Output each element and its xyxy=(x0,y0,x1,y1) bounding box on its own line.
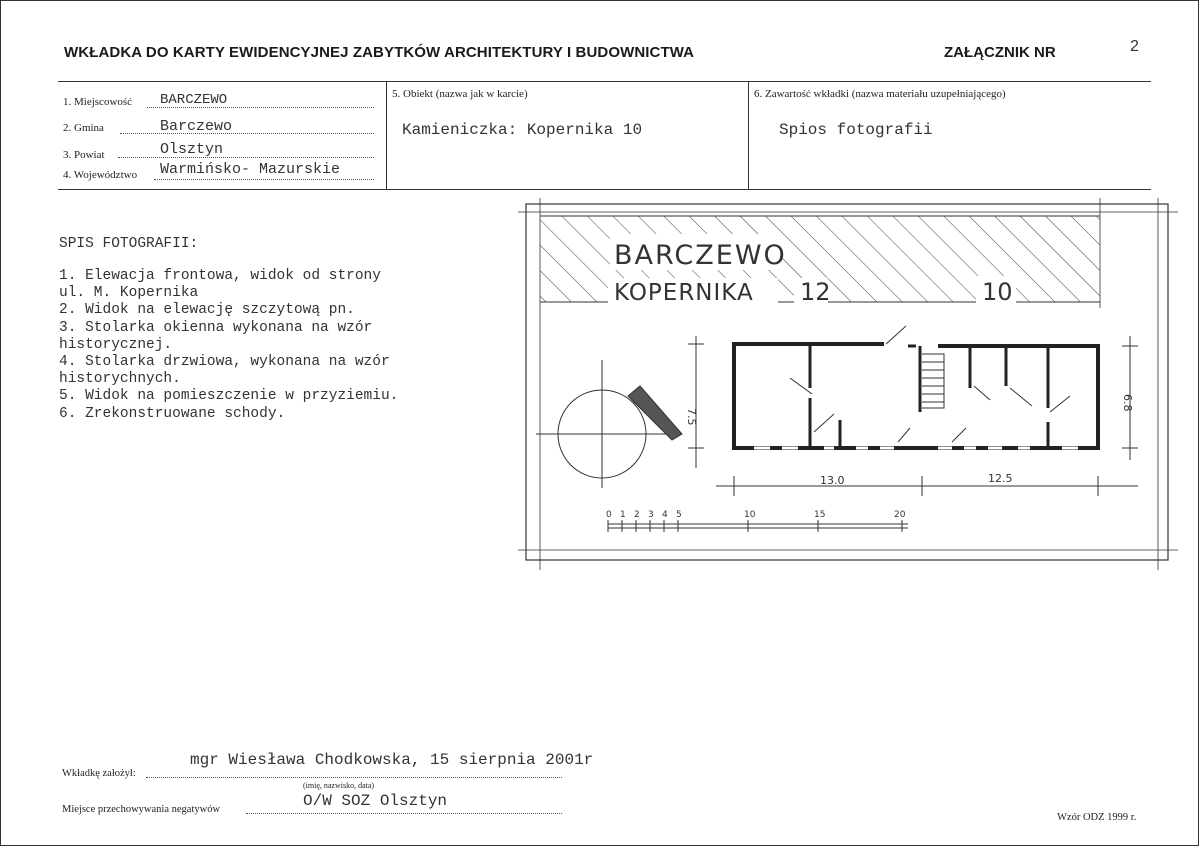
scale-tick-0: 0 xyxy=(606,510,612,520)
dim-depth-right: 6.8 xyxy=(1121,394,1134,412)
site-plan-drawing xyxy=(518,198,1178,570)
plan-town-label: BARCZEWO xyxy=(614,240,787,271)
scale-bar xyxy=(608,520,908,532)
gmina-label: 2. Gmina xyxy=(63,122,104,134)
created-by-value: mgr Wiesława Chodkowska, 15 sierpnia 2001r xyxy=(190,751,594,769)
miejscowosc-value: BARCZEWO xyxy=(160,92,228,108)
scale-tick-2: 2 xyxy=(634,510,640,520)
created-by-dots xyxy=(146,777,562,778)
attachment-number: 2 xyxy=(1130,38,1139,55)
plan-house-10: 10 xyxy=(982,278,1013,306)
gmina-value: Barczewo xyxy=(160,118,233,135)
object-label: 5. Obiekt (nazwa jak w karcie) xyxy=(392,88,528,100)
wojewodztwo-label: 4. Województwo xyxy=(63,169,138,181)
wojewodztwo-dots xyxy=(154,179,374,180)
photo-list-line: historychnych. xyxy=(59,371,181,388)
photo-list-line: 5. Widok na pomieszczenie w przyziemiu. xyxy=(59,388,399,405)
photo-list-line: ul. M. Kopernika xyxy=(59,285,199,302)
storage-value: O/W SOZ Olsztyn xyxy=(303,792,448,810)
photo-list-line: 6. Zrekonstruowane schody. xyxy=(59,405,286,422)
scale-labels xyxy=(606,510,906,520)
table-top-line xyxy=(58,81,1151,82)
photo-list xyxy=(59,268,398,423)
storage-label: Miejsce przechowywania negatywów xyxy=(62,804,221,815)
wojewodztwo-value: Warmińsko- Mazurskie xyxy=(160,161,341,178)
powiat-value: Olsztyn xyxy=(160,141,224,158)
template-version: Wzór ODZ 1999 r. xyxy=(1057,812,1137,823)
photo-list-title: SPIS FOTOGRAFII: xyxy=(59,236,199,252)
column-divider-2 xyxy=(748,81,749,190)
plan-house-12: 12 xyxy=(800,278,831,306)
column-divider-1 xyxy=(386,81,387,190)
scale-tick-15: 15 xyxy=(814,510,826,520)
photo-list-line: 4. Stolarka drzwiowa, wykonana na wzór xyxy=(59,354,390,371)
scale-tick-10: 10 xyxy=(744,510,756,520)
photo-list-line: 2. Widok na elewację szczytową pn. xyxy=(59,302,355,319)
dim-width-2: 12.5 xyxy=(988,472,1013,485)
building-plan xyxy=(734,344,1098,448)
attachment-label: ZAŁĄCZNIK NR xyxy=(944,44,1056,61)
miejscowosc-label: 1. Miejscowość xyxy=(63,96,133,108)
scale-tick-5: 5 xyxy=(676,510,682,520)
photo-list-line: historycznej. xyxy=(59,336,173,353)
north-arrow-icon xyxy=(536,360,682,488)
powiat-dots xyxy=(118,157,374,158)
object-value: Kamieniczka: Kopernika 10 xyxy=(402,121,643,139)
scale-tick-4: 4 xyxy=(662,510,668,520)
dim-width-1: 13.0 xyxy=(820,474,845,487)
powiat-label: 3. Powiat xyxy=(63,149,105,161)
created-by-hint: (imię, nazwisko, data) xyxy=(303,781,375,790)
gmina-dots xyxy=(120,133,374,134)
content-label: 6. Zawartość wkładki (nazwa materiału uzupełniającego) xyxy=(754,88,1006,100)
scale-tick-1: 1 xyxy=(620,510,626,520)
photo-list-line: 1. Elewacja frontowa, widok od strony xyxy=(59,268,381,284)
content-value: Spios fotografii xyxy=(779,121,933,139)
scale-tick-20: 20 xyxy=(894,510,906,520)
table-bottom-line xyxy=(58,189,1151,190)
scale-tick-3: 3 xyxy=(648,510,654,520)
form-title: WKŁADKA DO KARTY EWIDENCYJNEJ ZABYTKÓW ARCHITEKTURY I BUDOWNICTWA xyxy=(64,44,695,61)
dimension-lines xyxy=(688,336,1138,496)
created-by-label: Wkładkę założył: xyxy=(62,768,136,779)
plan-street-label: KOPERNIKA xyxy=(614,280,754,306)
storage-dots xyxy=(246,813,562,814)
photo-list-line: 3. Stolarka okienna wykonana na wzór xyxy=(59,319,373,336)
dim-depth-left: 7.5 xyxy=(685,408,698,426)
